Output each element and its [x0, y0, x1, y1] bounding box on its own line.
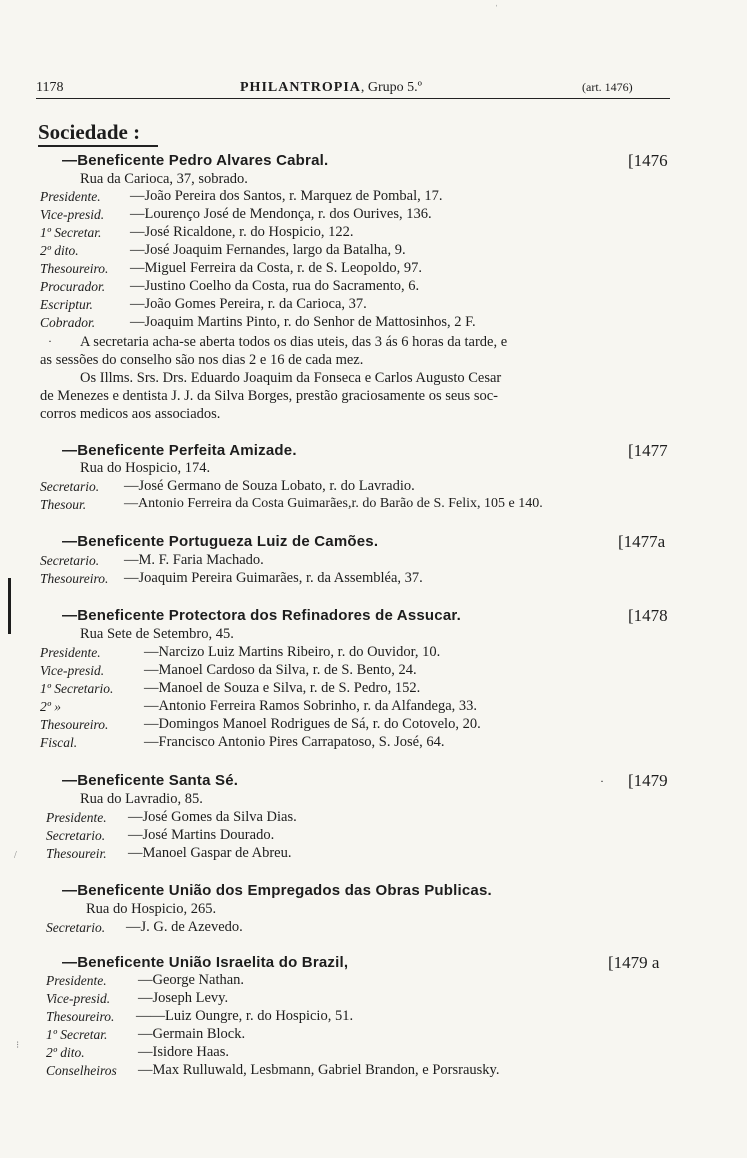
entry-address: Rua do Hospicio, 174. — [80, 460, 211, 476]
officer-role: Presidente. — [46, 810, 107, 825]
page-number: 1178 — [36, 80, 64, 95]
officer-detail: —Manoel de Souza e Silva, r. de S. Pedro, 152. — [144, 680, 421, 696]
officer-detail: —George Nathan. — [138, 972, 245, 988]
officer-row — [46, 972, 107, 990]
officer-role: Thesoureiro. — [40, 261, 109, 276]
officer-detail: —José Martins Dourado. — [128, 827, 275, 843]
officer-detail: —José Gomes da Silva Dias. — [128, 809, 297, 825]
officer-detail: —Domingos Manoel Rodrigues de Sá, r. do Cotovelo, 20. — [144, 716, 481, 732]
officer-detail: —Joaquim Pereira Guimarães, r. da Assembléa, 37. — [124, 570, 423, 586]
officer-role: Thesoureiro. — [40, 571, 109, 586]
officer-detail: —Max Rulluwald, Lesbmann, Gabriel Brandon, e Porsrausky. — [138, 1062, 500, 1078]
officer-detail: —José Joaquim Fernandes, largo da Batalha, 9. — [130, 242, 406, 258]
officer-row — [46, 1026, 107, 1044]
entry-number: [1477 — [628, 441, 668, 460]
entry-heading: —Beneficente Protectora dos Refinadores de Assucar. — [62, 607, 461, 624]
officer-detail: —M. F. Faria Machado. — [124, 552, 264, 568]
officer-row — [40, 206, 104, 224]
entry-heading: —Beneficente União dos Empregados das Obras Publicas. — [62, 882, 492, 899]
page-speck: / — [14, 850, 17, 861]
entry-heading: —Beneficente União Israelita do Brazil, — [62, 954, 349, 971]
officer-role: 1º Secretario. — [40, 681, 114, 696]
note-line: A secretaria acha-se aberta todos os dias uteis, das 3 ás 6 horas da tarde, e — [80, 334, 508, 350]
officer-detail: —Antonio Ferreira da Costa Guimarães,r. do Barão de S. Felix, 105 e 140. — [124, 496, 543, 511]
officer-role: Conselheiros — [46, 1063, 117, 1078]
entry-address: Rua Sete de Setembro, 45. — [80, 626, 234, 642]
officer-detail: —Manoel Gaspar de Abreu. — [128, 845, 292, 861]
officer-row — [40, 260, 108, 278]
officer-detail: —Miguel Ferreira da Costa, r. de S. Leopoldo, 97. — [130, 260, 422, 276]
officer-detail: —Manoel Cardoso da Silva, r. de S. Bento, 24. — [144, 662, 417, 678]
entry-heading: —Beneficente Pedro Alvares Cabral. — [62, 152, 329, 169]
officer-role: Vice-presid. — [40, 207, 105, 222]
entry-number: [1479 — [628, 771, 668, 790]
officer-row — [40, 242, 79, 260]
officer-detail: —Antonio Ferreira Ramos Sobrinho, r. da Alfandega, 33. — [144, 698, 478, 714]
officer-row — [46, 919, 105, 937]
officer-role: Secretario. — [46, 828, 106, 843]
officer-detail: —José Germano de Souza Lobato, r. do Lavradio. — [124, 478, 415, 494]
officer-row — [40, 734, 77, 752]
entry-heading: —Beneficente Portugueza Luiz de Camões. — [62, 533, 379, 550]
officer-role: Escriptur. — [40, 297, 93, 312]
officer-role: Secretario. — [40, 479, 100, 494]
officer-role: Secretario. — [46, 920, 106, 935]
entry-address: Rua da Carioca, 37, sobrado. — [80, 171, 248, 187]
entry-number: [1477a — [618, 532, 666, 551]
officer-row — [40, 314, 95, 332]
officer-detail: —Joaquim Martins Pinto, r. do Senhor de Mattosinhos, 2 F. — [130, 314, 476, 330]
officer-detail: —Isidore Haas. — [138, 1044, 230, 1060]
officer-row — [46, 1062, 117, 1080]
header-rule — [36, 98, 670, 99]
note-line: as sessões do conselho são nos dias 2 e 16 de cada mez. — [40, 352, 364, 368]
officer-role: Fiscal. — [40, 735, 78, 750]
page-speck: ⁝ — [16, 1040, 20, 1051]
entry-number: [1478 — [628, 606, 668, 625]
officer-row — [46, 809, 107, 827]
officer-role: Presidente. — [46, 973, 107, 988]
officer-detail: —João Gomes Pereira, r. da Carioca, 37. — [130, 296, 367, 312]
officer-role: Thesoureiro. — [40, 717, 109, 732]
header-group: , Grupo 5.º — [360, 80, 423, 95]
officer-detail: —Narcizo Luiz Martins Ribeiro, r. do Ouvidor, 10. — [144, 644, 441, 660]
officer-role: 1º Secretar. — [40, 225, 102, 240]
officer-role: 1º Secretar. — [46, 1027, 108, 1042]
officer-row — [40, 552, 99, 570]
officer-row — [40, 570, 108, 588]
officer-detail: —Joseph Levy. — [138, 990, 229, 1006]
section-title: Sociedade : — [38, 120, 141, 144]
note-line: de Menezes e dentista J. J. da Silva Borges, prestão graciosamente os seus soc- — [40, 388, 498, 404]
officer-row — [40, 478, 99, 496]
officer-role: Thesour. — [40, 497, 87, 512]
officer-row — [46, 990, 110, 1008]
note-line: corros medicos aos associados. — [40, 406, 221, 422]
margin-ink-mark — [8, 578, 11, 634]
officer-role: Vice-presid. — [40, 663, 105, 678]
officer-role: Thesoureir. — [46, 846, 107, 861]
running-title — [240, 80, 422, 96]
officer-role: Procurador. — [40, 279, 106, 294]
page-speck: ˈ — [495, 4, 499, 15]
officer-row — [40, 224, 101, 242]
officer-detail: —João Pereira dos Santos, r. Marquez de Pombal, 17. — [130, 188, 443, 204]
officer-role: Presidente. — [40, 645, 101, 660]
officer-detail: —J. G. de Azevedo. — [126, 919, 243, 935]
entry-address: Rua do Lavradio, 85. — [80, 791, 203, 807]
officer-row — [46, 845, 107, 863]
officer-role: Presidente. — [40, 189, 101, 204]
officer-row — [40, 296, 93, 314]
article-ref: (art. 1476) — [582, 80, 633, 94]
officer-row — [40, 662, 104, 680]
officer-detail: —Francisco Antonio Pires Carrapatoso, S. José, 64. — [144, 734, 445, 750]
officer-row — [46, 1044, 85, 1062]
officer-row — [40, 496, 86, 514]
entry-number: [1479 a — [608, 953, 660, 972]
officer-role: Cobrador. — [40, 315, 96, 330]
officer-detail: ——Luiz Oungre, r. do Hospicio, 51. — [136, 1008, 354, 1024]
officer-row — [40, 278, 105, 296]
entry-heading: —Beneficente Santa Sé. — [62, 772, 239, 789]
officer-row — [46, 1008, 114, 1026]
entry-address: Rua do Hospicio, 265. — [86, 901, 217, 917]
officer-row — [40, 680, 113, 698]
officer-role: 2º dito. — [40, 243, 79, 258]
entry-number: [1476 — [628, 151, 668, 170]
officer-row — [40, 188, 101, 206]
officer-row — [40, 644, 101, 662]
officer-role: 2º dito. — [46, 1045, 85, 1060]
officer-row — [40, 716, 108, 734]
header-title: PHILANTROPIA — [240, 80, 361, 95]
officer-role: Vice-presid. — [46, 991, 111, 1006]
entry-heading: —Beneficente Perfeita Amizade. — [62, 442, 297, 459]
note-line: Os Illms. Srs. Drs. Eduardo Joaquim da Fonseca e Carlos Augusto Cesar — [80, 370, 502, 386]
officer-role: 2º » — [40, 699, 62, 714]
officer-row — [46, 827, 105, 845]
officer-detail: —José Ricaldone, r. do Hospicio, 122. — [130, 224, 354, 240]
officer-detail: —Germain Block. — [138, 1026, 246, 1042]
officer-role: Thesoureiro. — [46, 1009, 115, 1024]
officer-detail: —Justino Coelho da Costa, rua do Sacramento, 6. — [130, 278, 420, 294]
officer-role: Secretario. — [40, 553, 100, 568]
section-rule — [38, 145, 158, 147]
officer-detail: —Lourenço José de Mendonça, r. dos Ourives, 136. — [130, 206, 432, 222]
bullet-mark: · — [48, 334, 52, 348]
dot-mark: · — [600, 774, 604, 788]
officer-row — [40, 698, 61, 716]
